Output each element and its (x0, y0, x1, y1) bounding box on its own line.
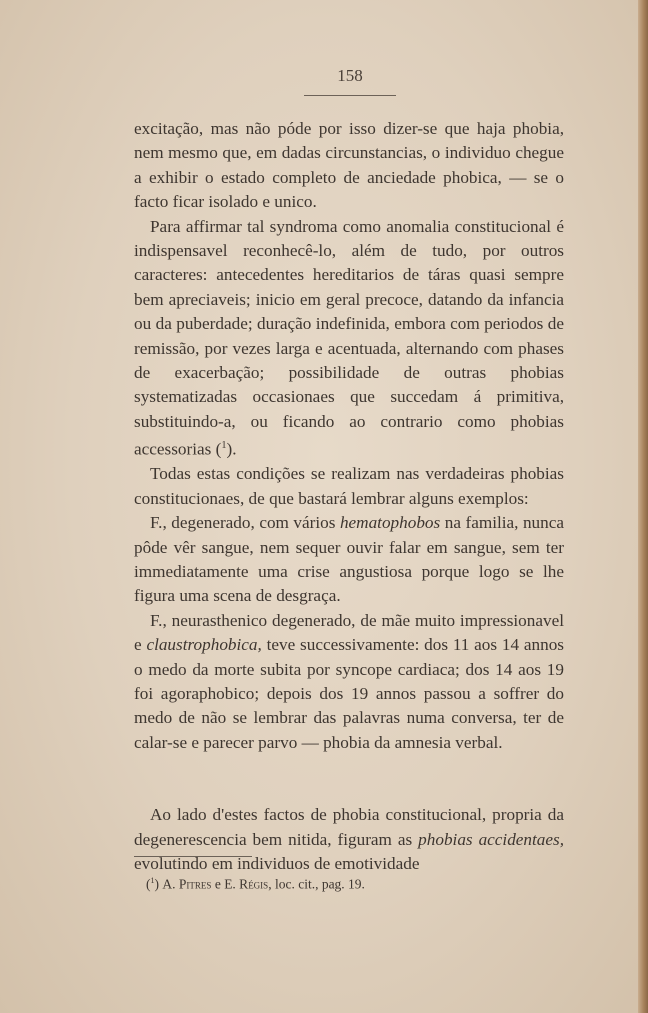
body-text (134, 117, 564, 877)
footnote-ref: 1 (221, 440, 227, 452)
footnote: ($^1$) A. Pitres e E. Régis, loc. cit., pag. 19. (146, 876, 365, 892)
italic-term: hematophobos (339, 513, 441, 533)
paragraph-3: Todas estas condições se realizam nas verdadeiras phobias constitucionaes, de que bastará lembrar alguns exemplos: (134, 464, 564, 508)
paragraph-6: Ao lado d'estes factos de phobia constitucional, propria da degenerescencia bem nitida, figuram as phobias accidentaes, evolutindo em individuos de emotividade (134, 805, 564, 874)
footnote-rule (134, 856, 252, 857)
paragraph-4: F., degenerado, com vários hematophobos na familia, nunca pôde vêr sangue, nem sequer ouvir falar em sangue, sem ter immediatamente uma crise angustiosa porque logo se lhe figura uma scena de desgraça. (134, 513, 565, 606)
italic-term: claustrophobica, (146, 635, 262, 655)
page-edge (638, 0, 648, 1013)
italic-term: phobias accidentaes, (418, 829, 564, 849)
page-number: 158 (337, 66, 363, 85)
paragraph-2: Para affirmar tal syndroma como anomalia constitucional é indispensavel reconhecê-lo, além de tudo, por outros caracteres: antecedentes hereditarios de táras quasi sempre bem apreciaveis; inicio em geral precoce, datando da infancia ou da puberdade; duração indefinida, embora com periodos de remissão, por vezes larga e acentuada, alternando com phases de exacerbação; possibilidade de outras phobias systematizadas occasionaes que succedam á primitiva, substituindo-a, ou ficando ao contrario como phobias accessorias ($^1$). (134, 216, 564, 460)
paragraph-5: F., neurasthenico degenerado, de mãe muito impressionavel e claustrophobica, teve successivamente: dos 11 aos 14 annos o medo da morte subita por syncope cardiaca; dos 14 aos 19 foi agoraphobico; depois dos 19 annos passou a soffrer do medo de não se lembrar das palavras numa conversa, ter de calar-se e parecer parvo — phobia da amnesia verbal. (134, 610, 564, 752)
footnote-author: E. Régis (224, 876, 269, 892)
page-number-rule (304, 95, 396, 96)
footnote-author: A. Pitres (162, 876, 212, 892)
section-gap (134, 755, 564, 803)
paragraph-1: excitação, mas não póde por isso dizer-se que haja phobia, nem mesmo que, em dadas circunstancias, o individuo chegue a exhibir o estado completo de anciedade phobica, — se o facto ficar isolado e unico. (134, 119, 564, 212)
